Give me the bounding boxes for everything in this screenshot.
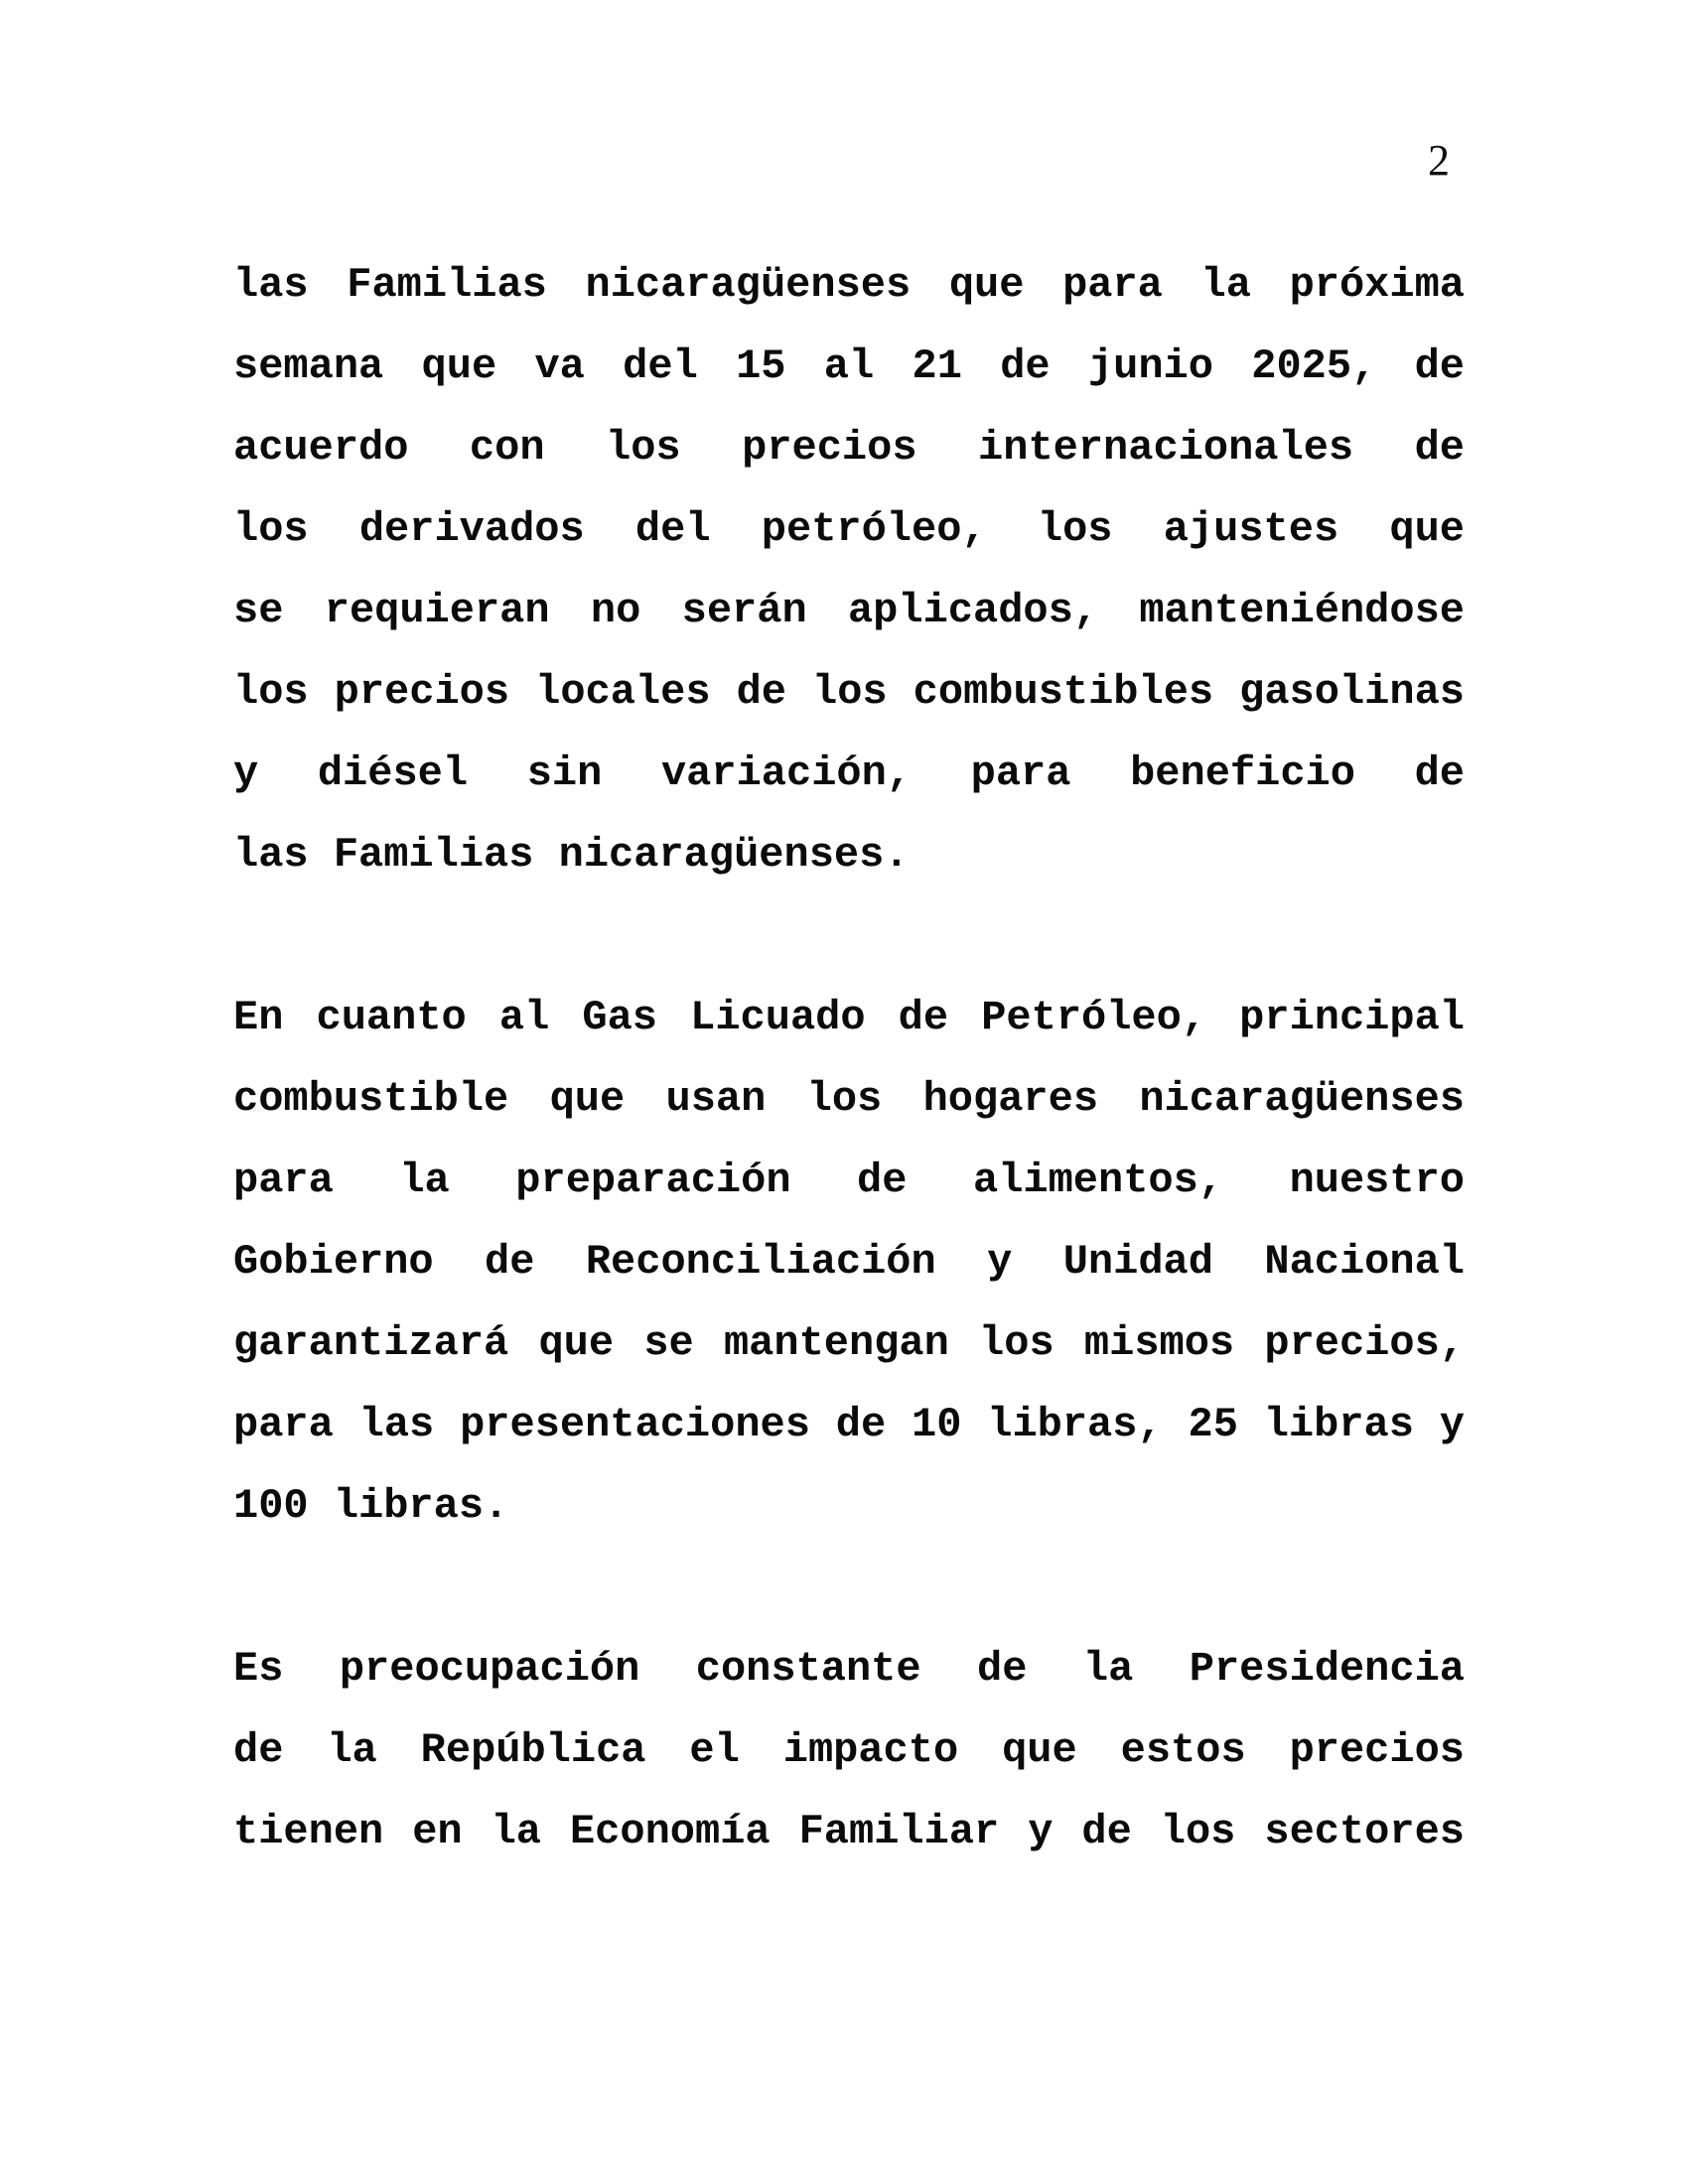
text-line: acuerdo con los precios internacionales de [233, 424, 1465, 472]
paragraph [233, 977, 1465, 1547]
text-line: Es preocupación constante de la Presidencia [233, 1645, 1465, 1693]
text-line: 100 libras. [233, 1482, 509, 1530]
text-line: las Familias nicaragüenses que para la próxima [233, 261, 1465, 309]
text-line: se requieran no serán aplicados, manteniéndose [233, 587, 1465, 634]
text-line: los derivados del petróleo, los ajustes que [233, 505, 1465, 553]
text-line: Gobierno de Reconciliación y Unidad Nacional [233, 1238, 1465, 1286]
text-line: y diésel sin variación, para beneficio de [233, 750, 1465, 797]
text-line: para las presentaciones de 10 libras, 25 libras y [233, 1401, 1465, 1448]
text-line: para la preparación de alimentos, nuestro [233, 1157, 1465, 1204]
text-line: combustible que usan los hogares nicaragüenses [233, 1075, 1465, 1123]
text-line: semana que va del 15 al 21 de junio 2025, de [233, 342, 1465, 390]
text-line: tienen en la Economía Familiar y de los sectores [233, 1808, 1465, 1855]
text-line: los precios locales de los combustibles gasolinas [233, 668, 1465, 716]
paragraph [233, 244, 1465, 895]
document-body [233, 244, 1465, 1954]
text-line: de la República el impacto que estos precios [233, 1726, 1465, 1774]
page-number: 2 [1428, 136, 1450, 185]
text-line: En cuanto al Gas Licuado de Petróleo, principal [233, 994, 1465, 1041]
text-line: las Familias nicaragüenses. [233, 831, 910, 879]
text-line: garantizará que se mantengan los mismos precios, [233, 1319, 1465, 1367]
paragraph [233, 1628, 1465, 1872]
